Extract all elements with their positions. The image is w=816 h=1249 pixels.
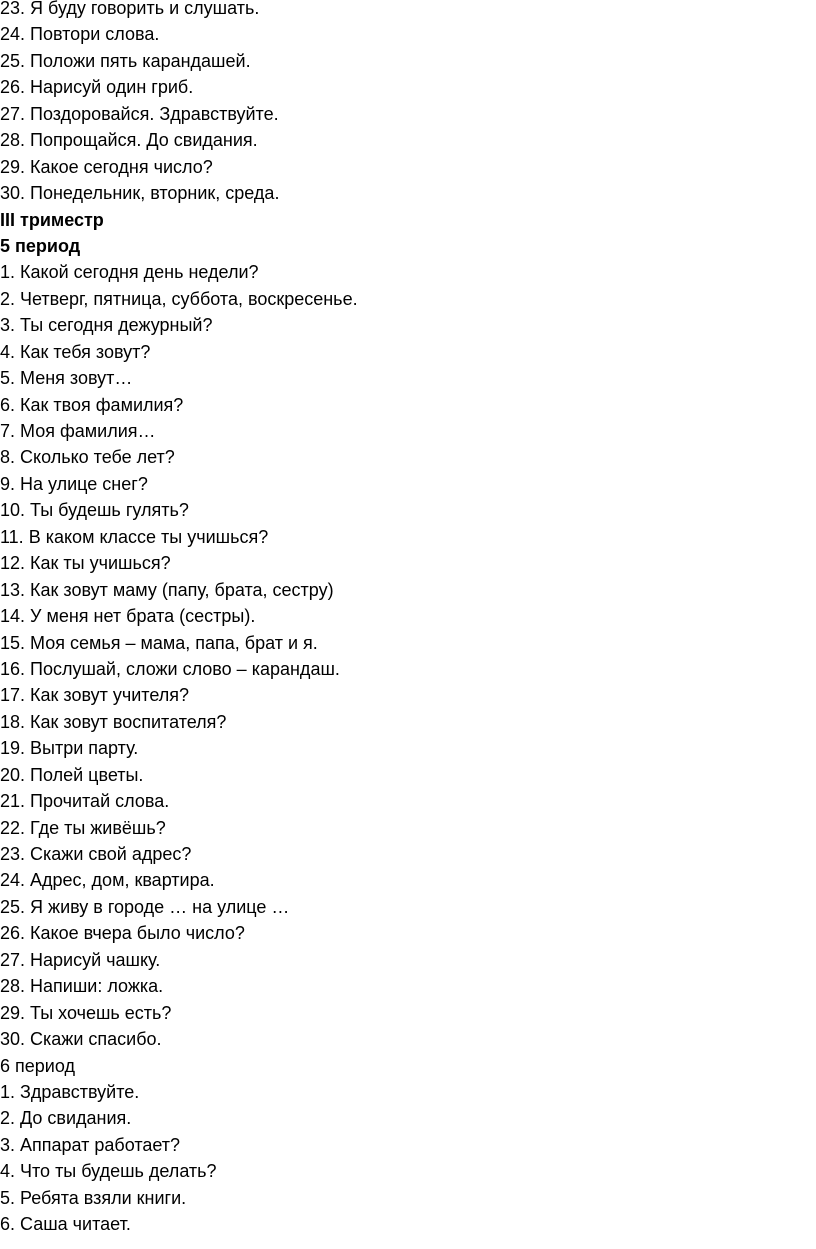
period6-heading: 6 период (0, 1055, 75, 1076)
list-item: 26. Нарисуй один гриб. (0, 77, 194, 98)
list-item: 15. Моя семья – мама, папа, брат и я. (0, 632, 318, 653)
list-item: 26. Какое вчера было число? (0, 923, 245, 944)
list-item: 27. Поздоровайся. Здравствуйте. (0, 103, 279, 124)
list-item: 19. Вытри парту. (0, 738, 139, 759)
list-item: 4. Как тебя зовут? (0, 341, 151, 362)
list-item: 2. До свидания. (0, 1108, 132, 1129)
list-item: 29. Ты хочешь есть? (0, 1002, 172, 1023)
list-item: 8. Сколько тебе лет? (0, 447, 175, 468)
list-item: 5. Ребята взяли книги. (0, 1187, 187, 1208)
list-item: 1. Какой сегодня день недели? (0, 262, 259, 283)
list-item: 23. Скажи свой адрес? (0, 844, 192, 864)
list-item: 24. Адрес, дом, квартира. (0, 870, 215, 891)
list-item: 10. Ты будешь гулять? (0, 500, 189, 521)
list-item: 4. Что ты будешь делать? (0, 1161, 217, 1182)
list-item: 9. На улице снег? (0, 473, 148, 494)
list-item: 29. Какое сегодня число? (0, 156, 213, 177)
list-item: 18. Как зовут воспитателя? (0, 711, 227, 732)
list-item: 3. Аппарат работает? (0, 1134, 181, 1155)
list-item: 16. Послушай, сложи слово – карандаш. (0, 658, 340, 679)
list-item: 2. Четверг, пятница, суббота, воскресенье. (0, 288, 358, 309)
list-item: 28. Попрощайся. До свидания. (0, 130, 258, 151)
list-item: 6. Саша читает. (0, 1214, 131, 1235)
list-item: 30. Скажи спасибо. (0, 1029, 162, 1050)
list-item: 14. У меня нет брата (сестры). (0, 606, 256, 627)
list-item: 27. Нарисуй чашку. (0, 949, 161, 970)
list-item: 17. Как зовут учителя? (0, 685, 190, 706)
list-item: 22. Где ты живёшь? (0, 817, 166, 838)
list-item: 11. В каком классе ты учишься? (0, 526, 269, 547)
trimester-heading: III триместр (0, 209, 104, 230)
list-item: 1. Здравствуйте. (0, 1081, 140, 1102)
list-item: 12. Как ты учишься? (0, 553, 171, 574)
list-item: 23. Я буду говорить и слушать. (0, 0, 260, 18)
list-item: 25. Положи пять карандашей. (0, 50, 251, 71)
list-item: 21. Прочитай слова. (0, 791, 170, 812)
list-item: 30. Понедельник, вторник, среда. (0, 183, 280, 204)
list-item: 5. Меня зовут… (0, 368, 133, 389)
list-section-period5 (0, 259, 816, 1052)
list-item: 28. Напиши: ложка. (0, 976, 164, 997)
list-item: 24. Повтори слова. (0, 24, 160, 45)
list-item: 20. Полей цветы. (0, 764, 144, 785)
list-section-top (0, 0, 816, 207)
period5-heading: 5 период (0, 235, 81, 256)
list-item: 13. Как зовут маму (папу, брата, сестру) (0, 579, 334, 600)
list-item: 25. Я живу в городе … на улице … (0, 896, 290, 917)
list-section-period6 (0, 1079, 816, 1238)
list-item: 6. Как твоя фамилия? (0, 394, 184, 415)
list-item: 3. Ты сегодня дежурный? (0, 315, 213, 336)
list-item: 7. Моя фамилия… (0, 421, 156, 441)
